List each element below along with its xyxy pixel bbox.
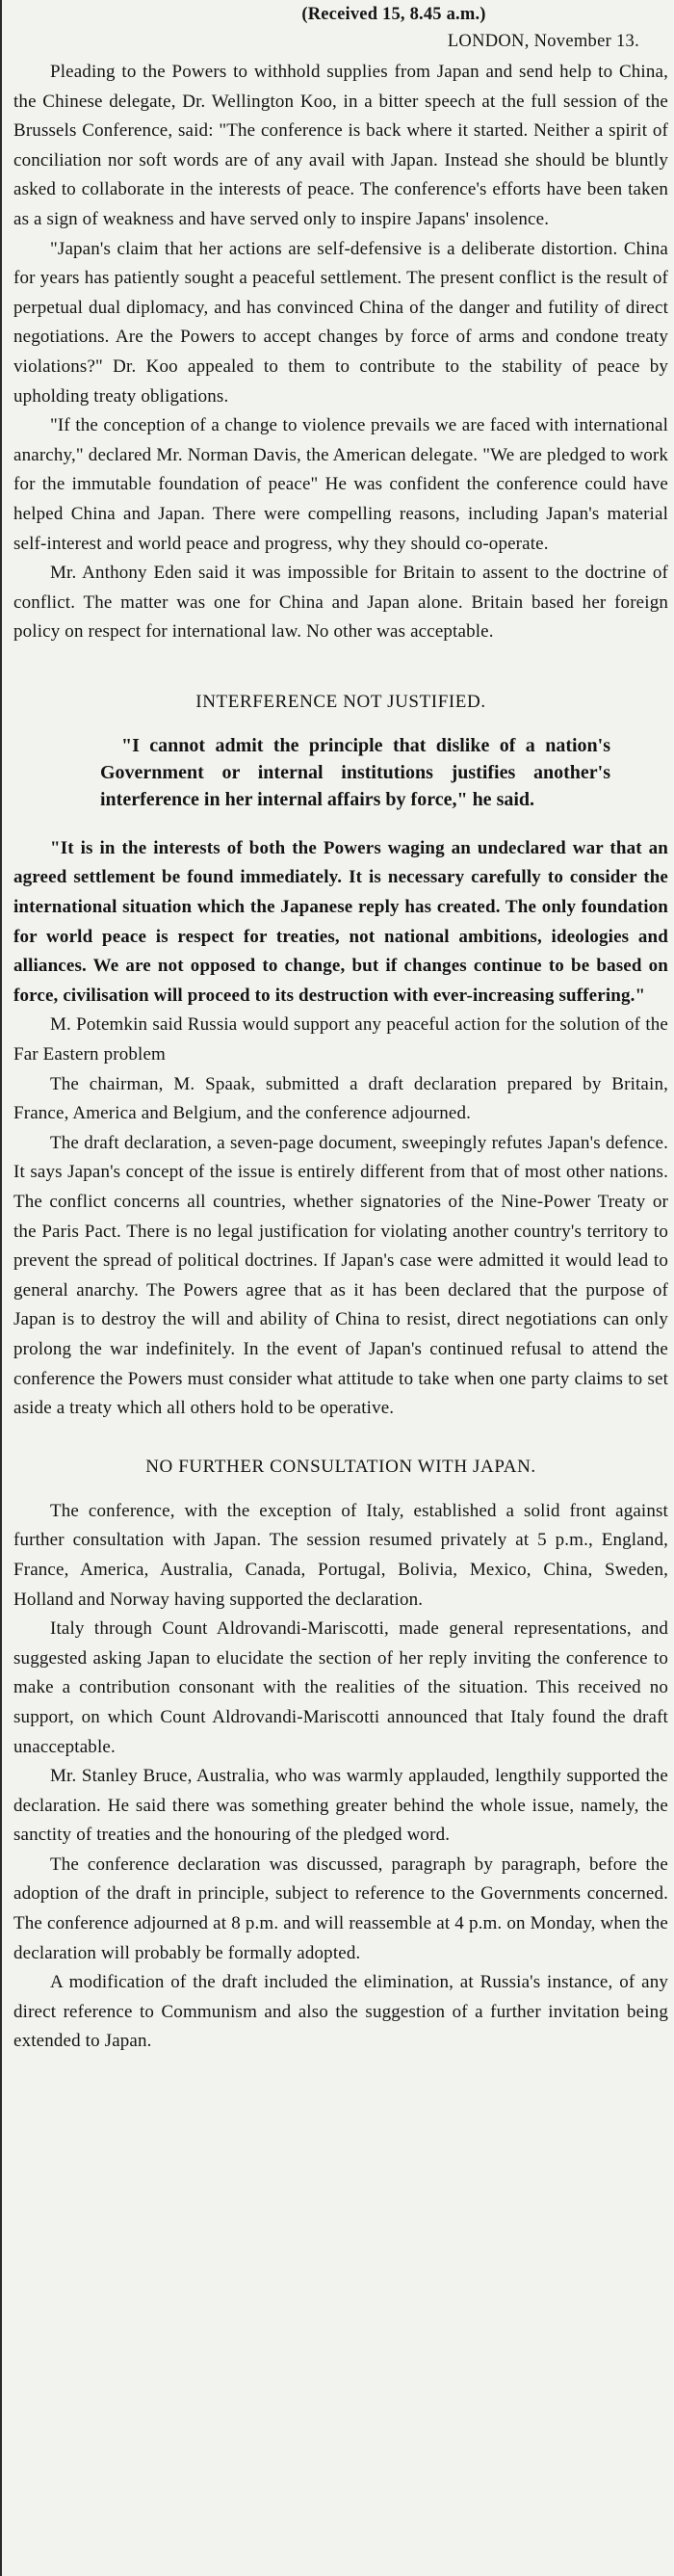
- paragraph-italy: Italy through Count Aldrovandi-Mariscotti, made general representations, and suggested asking Japan to elucidate the section of her reply inviting the conference to make a contribution consonant with the realities of the situation. This received no support, on which Count Aldrovandi-Mariscotti announced that Italy found the draft unacceptable.: [13, 1618, 668, 1757]
- paragraph-draft-declaration: The draft declaration, a seven-page document, sweepingly refutes Japan's defence. It says Japan's concept of the issue is entirely different from that of most other nations. The conflict concerns all countries, whether signatories of the Nine-Power Treaty or the Paris Pact. There is no legal justification for violating another country's territory to prevent the spread of political doctrines. If Japan's case were admitted it would lead to general anarchy. The Powers agree that as it has been declared that the purpose of Japan is to destroy the will and ability of China to resist, direct negotiations can only prolong the war indefinitely. In the event of Japan's continued refusal to attend the conference the Powers must consider what attitude to take when one party claims to set aside a treaty which all others hold to be operative.: [13, 1132, 668, 1419]
- paragraph-declaration-discussed: The conference declaration was discussed, paragraph by paragraph, before the adoption of the draft in principle, subject to reference to the Governments concerned. The conference adjourned at 8 p.m. and will reassemble at 4 p.m. on Monday, when the declaration will probably be formally adopted.: [13, 1853, 668, 1963]
- paragraph-stanley-bruce: Mr. Stanley Bruce, Australia, who was warmly applauded, lengthily supported the declaration. He said there was something greater behind the whole issue, namely, the sanctity of treaties and the honouring of the pledged word.: [13, 1766, 668, 1846]
- section-heading-interference: INTERFERENCE NOT JUSTIFIED.: [195, 691, 486, 712]
- received-timestamp: (Received 15, 8.45 a.m.): [301, 5, 486, 24]
- paragraph-modification: A modification of the draft included the elimination, at Russia's instance, of any direct reference to Communism and also the suggestion of a further invitation being extended to Japan.: [13, 1972, 668, 2052]
- paragraph-solid-front: The conference, with the exception of Italy, established a solid front against further consultation with Japan. The session resumed privately at 5 p.m., England, France, America, Australia, Canada, Portugal, Bolivia, Mexico, China, Sweden, Holland and Norway having supported the declaration.: [13, 1500, 668, 1610]
- paragraph-potemkin: M. Potemkin said Russia would support any peaceful action for the solution of the Far Eastern problem: [13, 1014, 668, 1065]
- dateline: LONDON, November 13.: [447, 32, 639, 51]
- lead-quote: "I cannot admit the principle that dislike of a nation's Government or internal institutions justifies another's interference in her internal affairs by force," he said.: [100, 734, 610, 810]
- section-heading-no-consultation: NO FURTHER CONSULTATION WITH JAPAN.: [145, 1456, 536, 1477]
- paragraph-spaak: The chairman, M. Spaak, submitted a draft declaration prepared by Britain, France, America and Belgium, and the conference adjourned.: [13, 1073, 668, 1124]
- paragraph-japan-claim: "Japan's claim that her actions are self-defensive is a deliberate distortion. China for years has patiently sought a peaceful settlement. The present conflict is the result of perpetual dual diplomacy, and has convinced China of the danger and futility of direct negotiations. Are the Powers to accept changes by force of arms and condone treaty violations?" Dr. Koo appealed to them to contribute to the stability of peace by upholding treaty obligations.: [13, 238, 668, 407]
- paragraph-interests-of-powers: "It is in the interests of both the Powers waging an undeclared war that an agreed settlement be found immediately. It is necessary carefully to consider the international situation which the Japanese reply has created. The only foundation for world peace is respect for treaties, not national ambitions, ideologies and alliances. We are not opposed to change, but if changes continue to be based on force, civilisation will proceed to its destruction with ever-increasing suffering.": [13, 837, 668, 1006]
- paragraph-anthony-eden: Mr. Anthony Eden said it was impossible for Britain to assent to the doctrine of conflict. The matter was one for China and Japan alone. Britain based her foreign policy on respect for international law. No other was acceptable.: [13, 563, 668, 643]
- paragraph-koo-speech: Pleading to the Powers to withhold supplies from Japan and send help to China, the Chinese delegate, Dr. Wellington Koo, in a bitter speech at the full session of the Brussels Conference, said: "The conference is back where it started. Neither a spirit of conciliation nor soft words are of any avail with Japan. Instead she should be bluntly asked to collaborate in the interests of peace. The conference's efforts have been taken as a sign of weakness and have served only to inspire Japans' insolence.: [13, 62, 668, 229]
- paragraph-norman-davis: "If the conception of a change to violence prevails we are faced with international anarchy," declared Mr. Norman Davis, the American delegate. "We are pledged to work for the immutable foundation of peace" He was confident the conference could have helped China and Japan. There were compelling reasons, including Japan's material self-interest and world peace and progress, why they should co-operate.: [13, 415, 668, 554]
